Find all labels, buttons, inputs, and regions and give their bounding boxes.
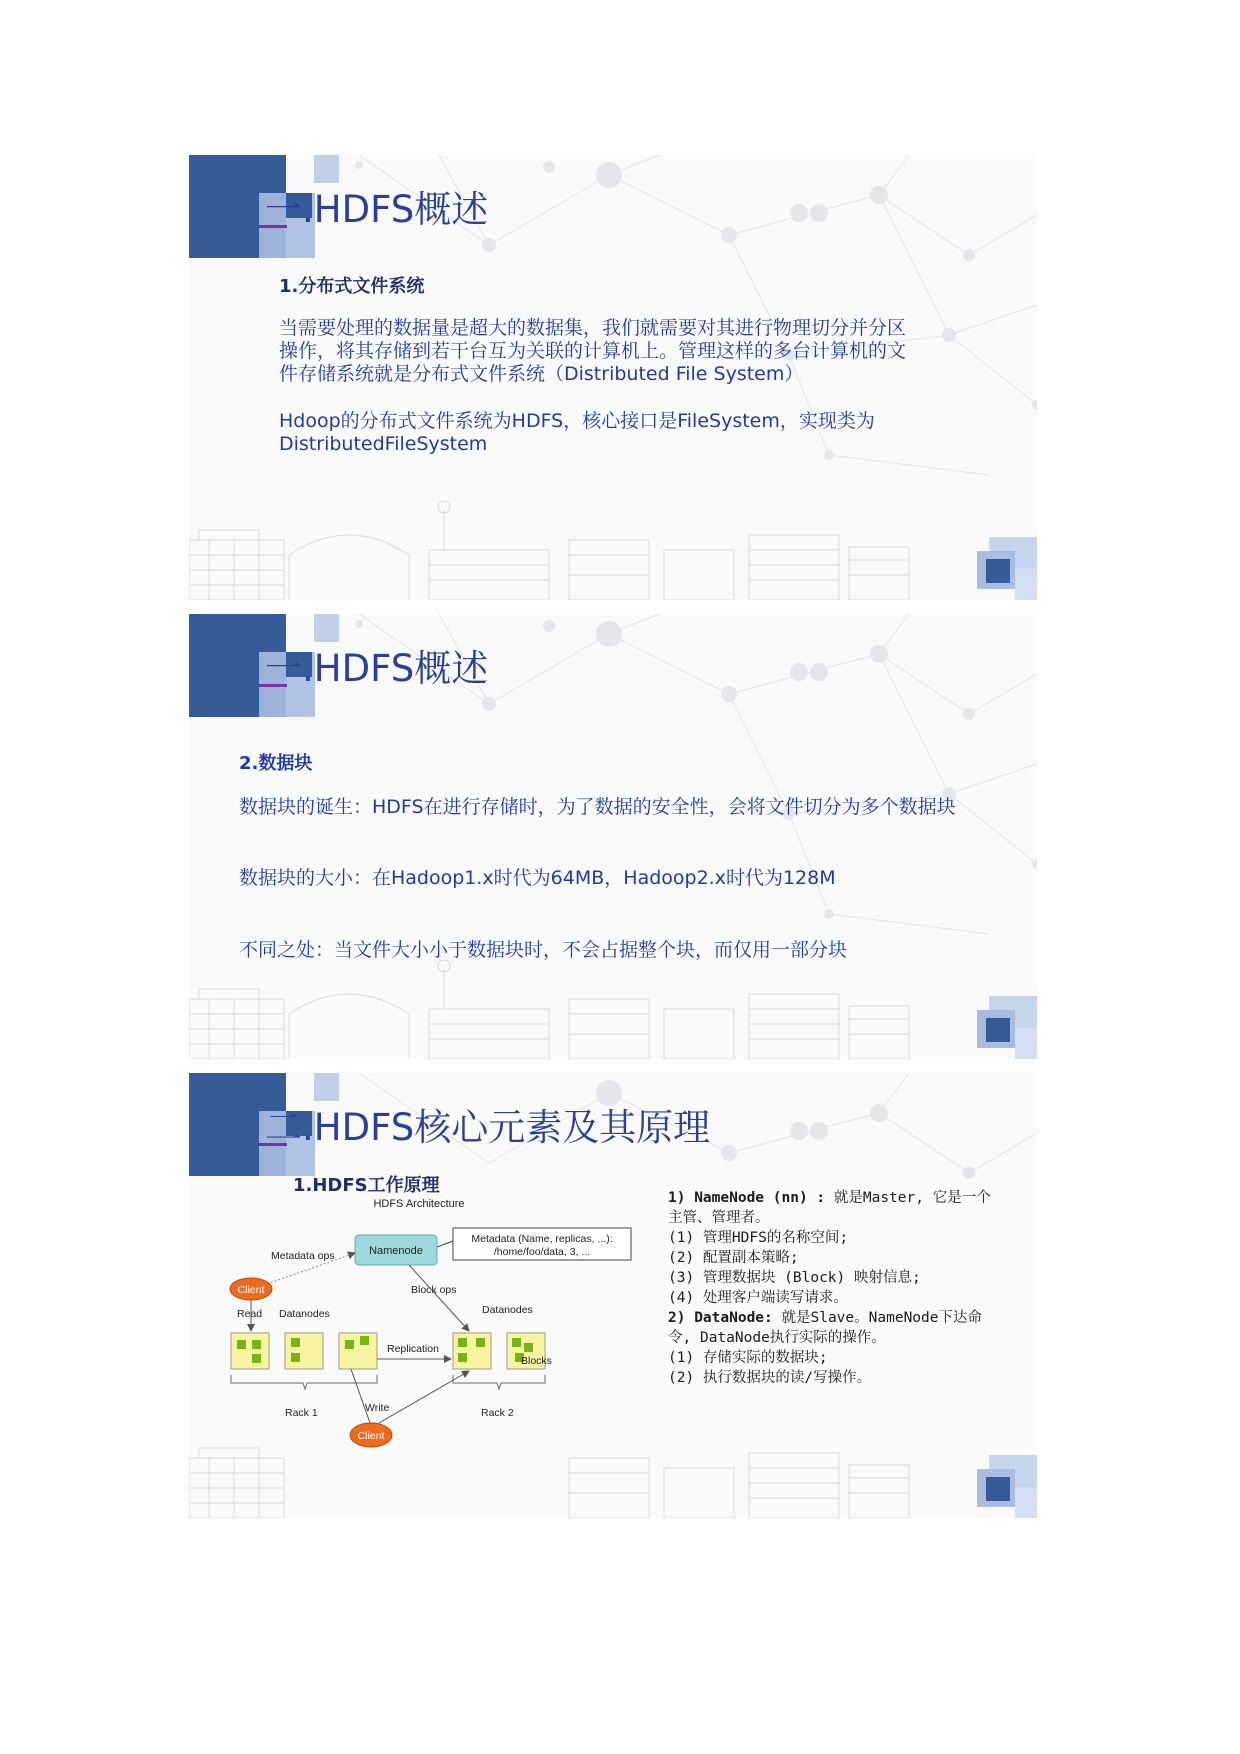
description-line: (2) 配置副本策略; [668,1250,799,1266]
blocks-label: Blocks [521,1355,552,1367]
paragraph-line: 件存储系统就是分布式文件系统（Distributed File System） [279,363,804,385]
metadata-ops-label: Metadata ops [271,1250,335,1262]
metadata-line-1: Metadata (Name, replicas, ...): [471,1233,613,1245]
read-label: Read [237,1308,263,1320]
slide-title: 二.HDFS核心元素及其原理 [265,1106,711,1149]
slide-2 [189,614,1037,1059]
text-line: 数据块的诞生：HDFS在进行存储时，为了数据的安全性，会将文件切分为多个数据块 [239,796,956,818]
slide-3 [189,1073,1037,1518]
rack1-label: Rack 1 [285,1407,318,1419]
description-line: (1) 存储实际的数据块; [668,1350,828,1366]
replication-label: Replication [387,1343,439,1355]
slide-subtitle: 1.HDFS工作原理 [293,1175,440,1196]
client-bottom-label: Client [357,1430,385,1442]
slide-title: 一.HDFS概述 [265,188,489,231]
slide-1 [189,155,1037,600]
block-ops-label: Block ops [411,1284,457,1296]
description-line: 2) DataNode: 就是Slave。NameNode下达命 [668,1310,982,1326]
description-line: 令, DataNode执行实际的操作。 [668,1330,886,1346]
paragraph-line: 操作，将其存储到若干台互为关联的计算机上。管理这样的多台计算机的文 [279,340,907,362]
text-line: 数据块的大小：在Hadoop1.x时代为64MB，Hadoop2.x时代为128M [239,867,836,889]
description-line: (3) 管理数据块 (Block) 映射信息; [668,1270,921,1286]
slide-subtitle: 2.数据块 [239,753,313,774]
description-line: (1) 管理HDFS的名称空间; [668,1230,849,1246]
datanodes-left-label: Datanodes [279,1308,330,1320]
paragraph-line: 当需要处理的数据量是超大的数据集，我们就需要对其进行物理切分并分区 [279,317,907,339]
namenode-datanode-description [668,1188,991,1388]
description-line: 主管、管理者。 [668,1210,770,1226]
datanodes-right-label: Datanodes [482,1304,533,1316]
description-line: (4) 处理客户端读写请求。 [668,1290,848,1306]
hdfs-architecture-diagram [229,1191,637,1491]
paragraph-line: Hdoop的分布式文件系统为HDFS，核心接口是FileSystem，实现类为 [279,410,875,432]
namenode-label: Namenode [369,1245,423,1257]
description-line: 1) NameNode (nn) : 就是Master, 它是一个 [668,1190,991,1206]
write-label: Write [365,1402,390,1414]
slide-title: 一.HDFS概述 [265,647,489,690]
rack2-label: Rack 2 [481,1407,514,1419]
rack1-datanodes [231,1333,377,1369]
paragraph-line: DistributedFileSystem [279,433,488,455]
diagram-heading: HDFS Architecture [373,1198,465,1210]
slide-subtitle: 1.分布式文件系统 [279,276,425,297]
metadata-line-2: /home/foo/data, 3, ... [493,1246,591,1258]
client-top-label: Client [237,1284,265,1296]
description-line: (2) 执行数据块的读/写操作。 [668,1370,872,1386]
text-line: 不同之处：当文件大小小于数据块时，不会占据整个块，而仅用一部分块 [239,939,848,961]
